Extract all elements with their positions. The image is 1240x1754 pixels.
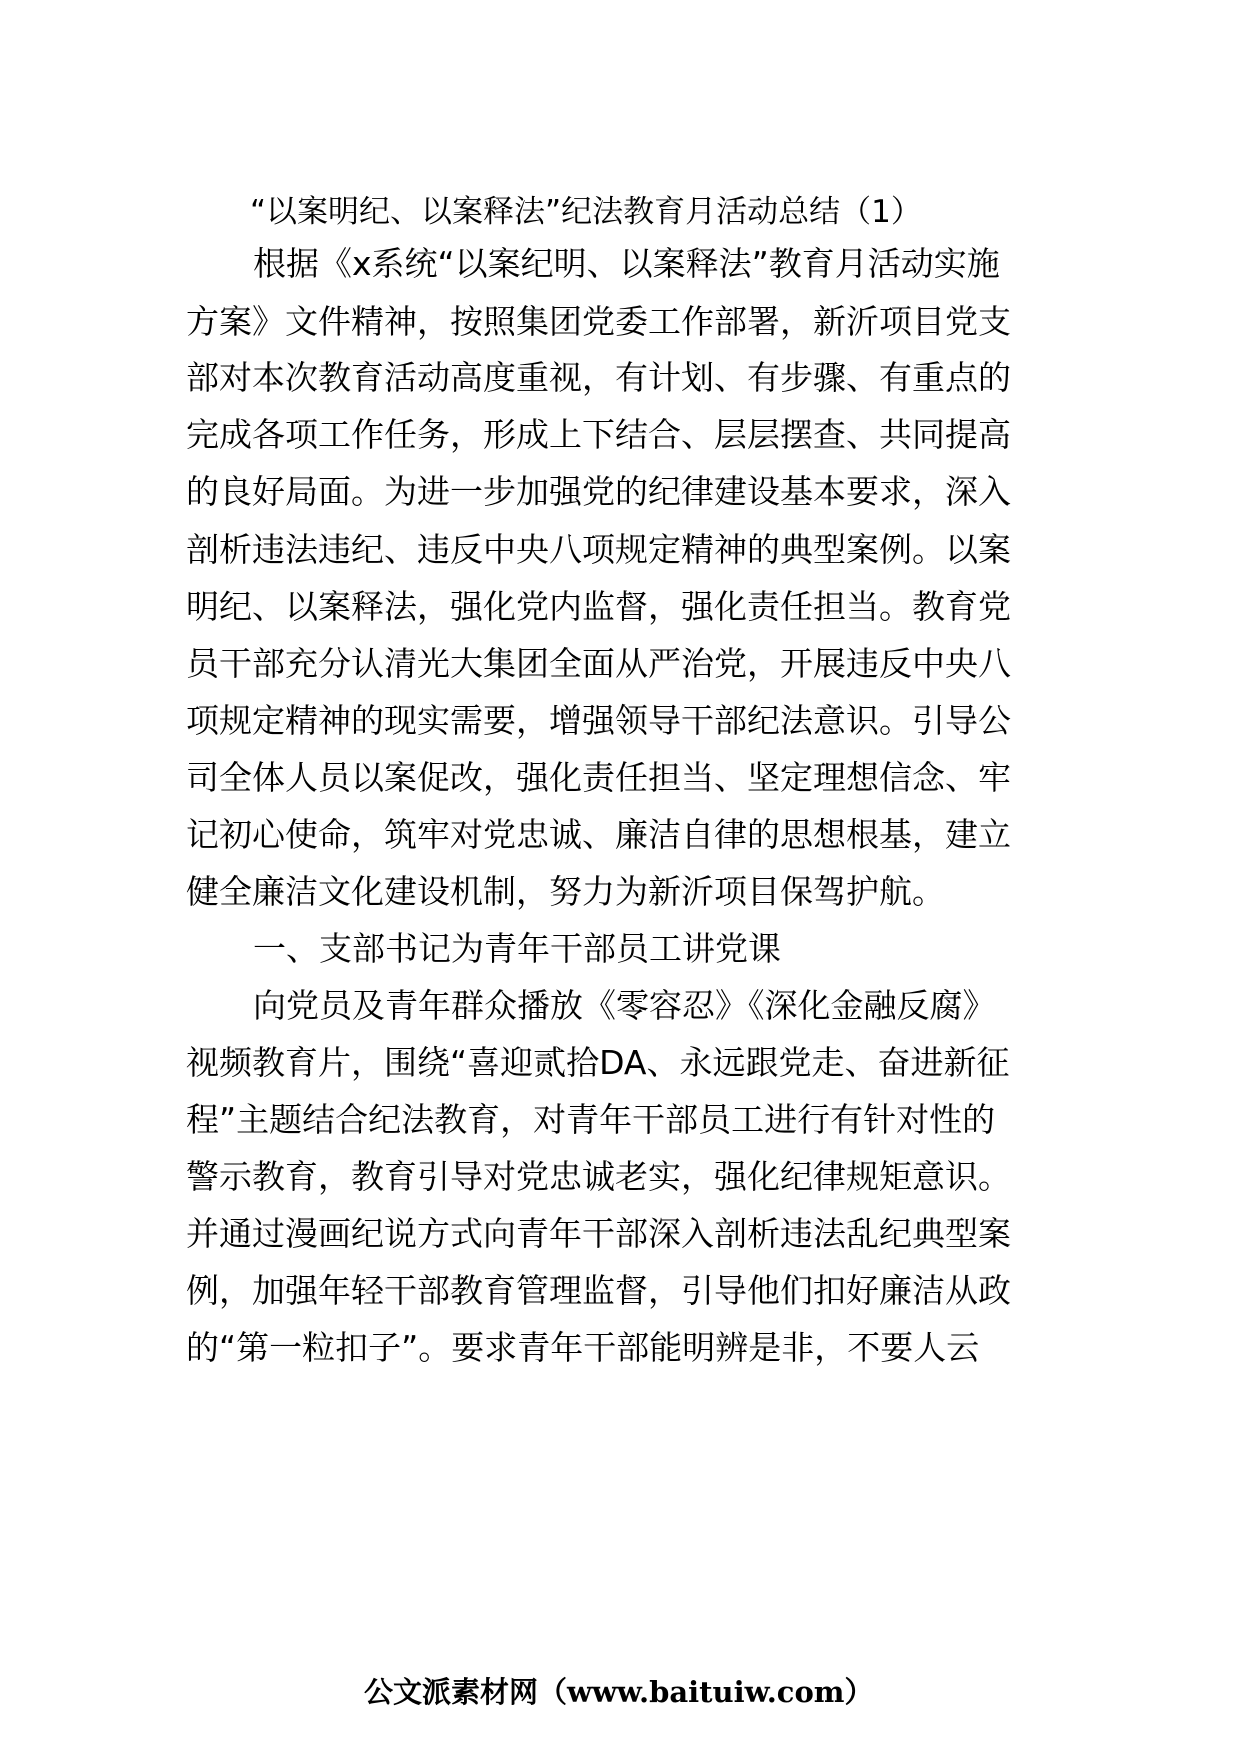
paragraph-line: 完成各项工作任务，形成上下结合、层层摆查、共同提高: [186, 415, 1011, 454]
paragraph-line: 明纪、以案释法，强化党内监督，强化责任担当。教育党: [186, 587, 1011, 626]
paragraph-line: 员干部充分认清光大集团全面从严治党，开展违反中央八: [186, 644, 1011, 683]
paragraph-line: 健全廉洁文化建设机制，努力为新沂项目保驾护航。: [186, 872, 945, 911]
paragraph-line: 部对本次教育活动高度重视，有计划、有步骤、有重点的: [186, 358, 1011, 397]
document-title: “以案明纪、以案释法”纪法教育月活动总结（1）: [250, 194, 922, 230]
paragraph-line: 项规定精神的现实需要，增强领导干部纪法意识。引导公: [186, 701, 1011, 740]
paragraph-line: 司全体人员以案促改，强化责任担当、坚定理想信念、牢: [186, 758, 1011, 797]
section-heading: 一、支部书记为青年干部员工讲党课: [253, 929, 781, 968]
footer-source: 公文派素材网（www.baituiw.com）: [364, 1675, 874, 1709]
paragraph-line: 的良好局面。为进一步加强党的纪律建设基本要求，深入: [186, 472, 1011, 511]
paragraph-line: 并通过漫画纪说方式向青年干部深入剖析违法乱纪典型案: [186, 1214, 1011, 1253]
paragraph-line: 记初心使命，筑牢对党忠诚、廉洁自律的思想根基，建立: [186, 815, 1011, 854]
paragraph-line: 视频教育片，围绕“喜迎贰拾DA、永远跟党走、奋进新征: [186, 1043, 1010, 1082]
paragraph-line: 方案》文件精神，按照集团党委工作部署，新沂项目党支: [186, 302, 1011, 341]
paragraph-line: 的“第一粒扣子”。要求青年干部能明辨是非，不要人云: [186, 1328, 980, 1367]
paragraph-line: 根据《x系统“以案纪明、以案释法”教育月活动实施: [253, 244, 1000, 283]
paragraph-line: 警示教育，教育引导对党忠诚老实，强化纪律规矩意识。: [186, 1157, 1011, 1196]
paragraph-line: 剖析违法违纪、违反中央八项规定精神的典型案例。以案: [186, 530, 1011, 569]
paragraph-line: 向党员及青年群众播放《零容忍》《深化金融反腐》: [253, 986, 996, 1025]
paragraph-line: 程”主题结合纪法教育，对青年干部员工进行有针对性的: [186, 1100, 996, 1139]
paragraph-line: 例，加强年轻干部教育管理监督，引导他们扣好廉洁从政: [186, 1271, 1011, 1310]
